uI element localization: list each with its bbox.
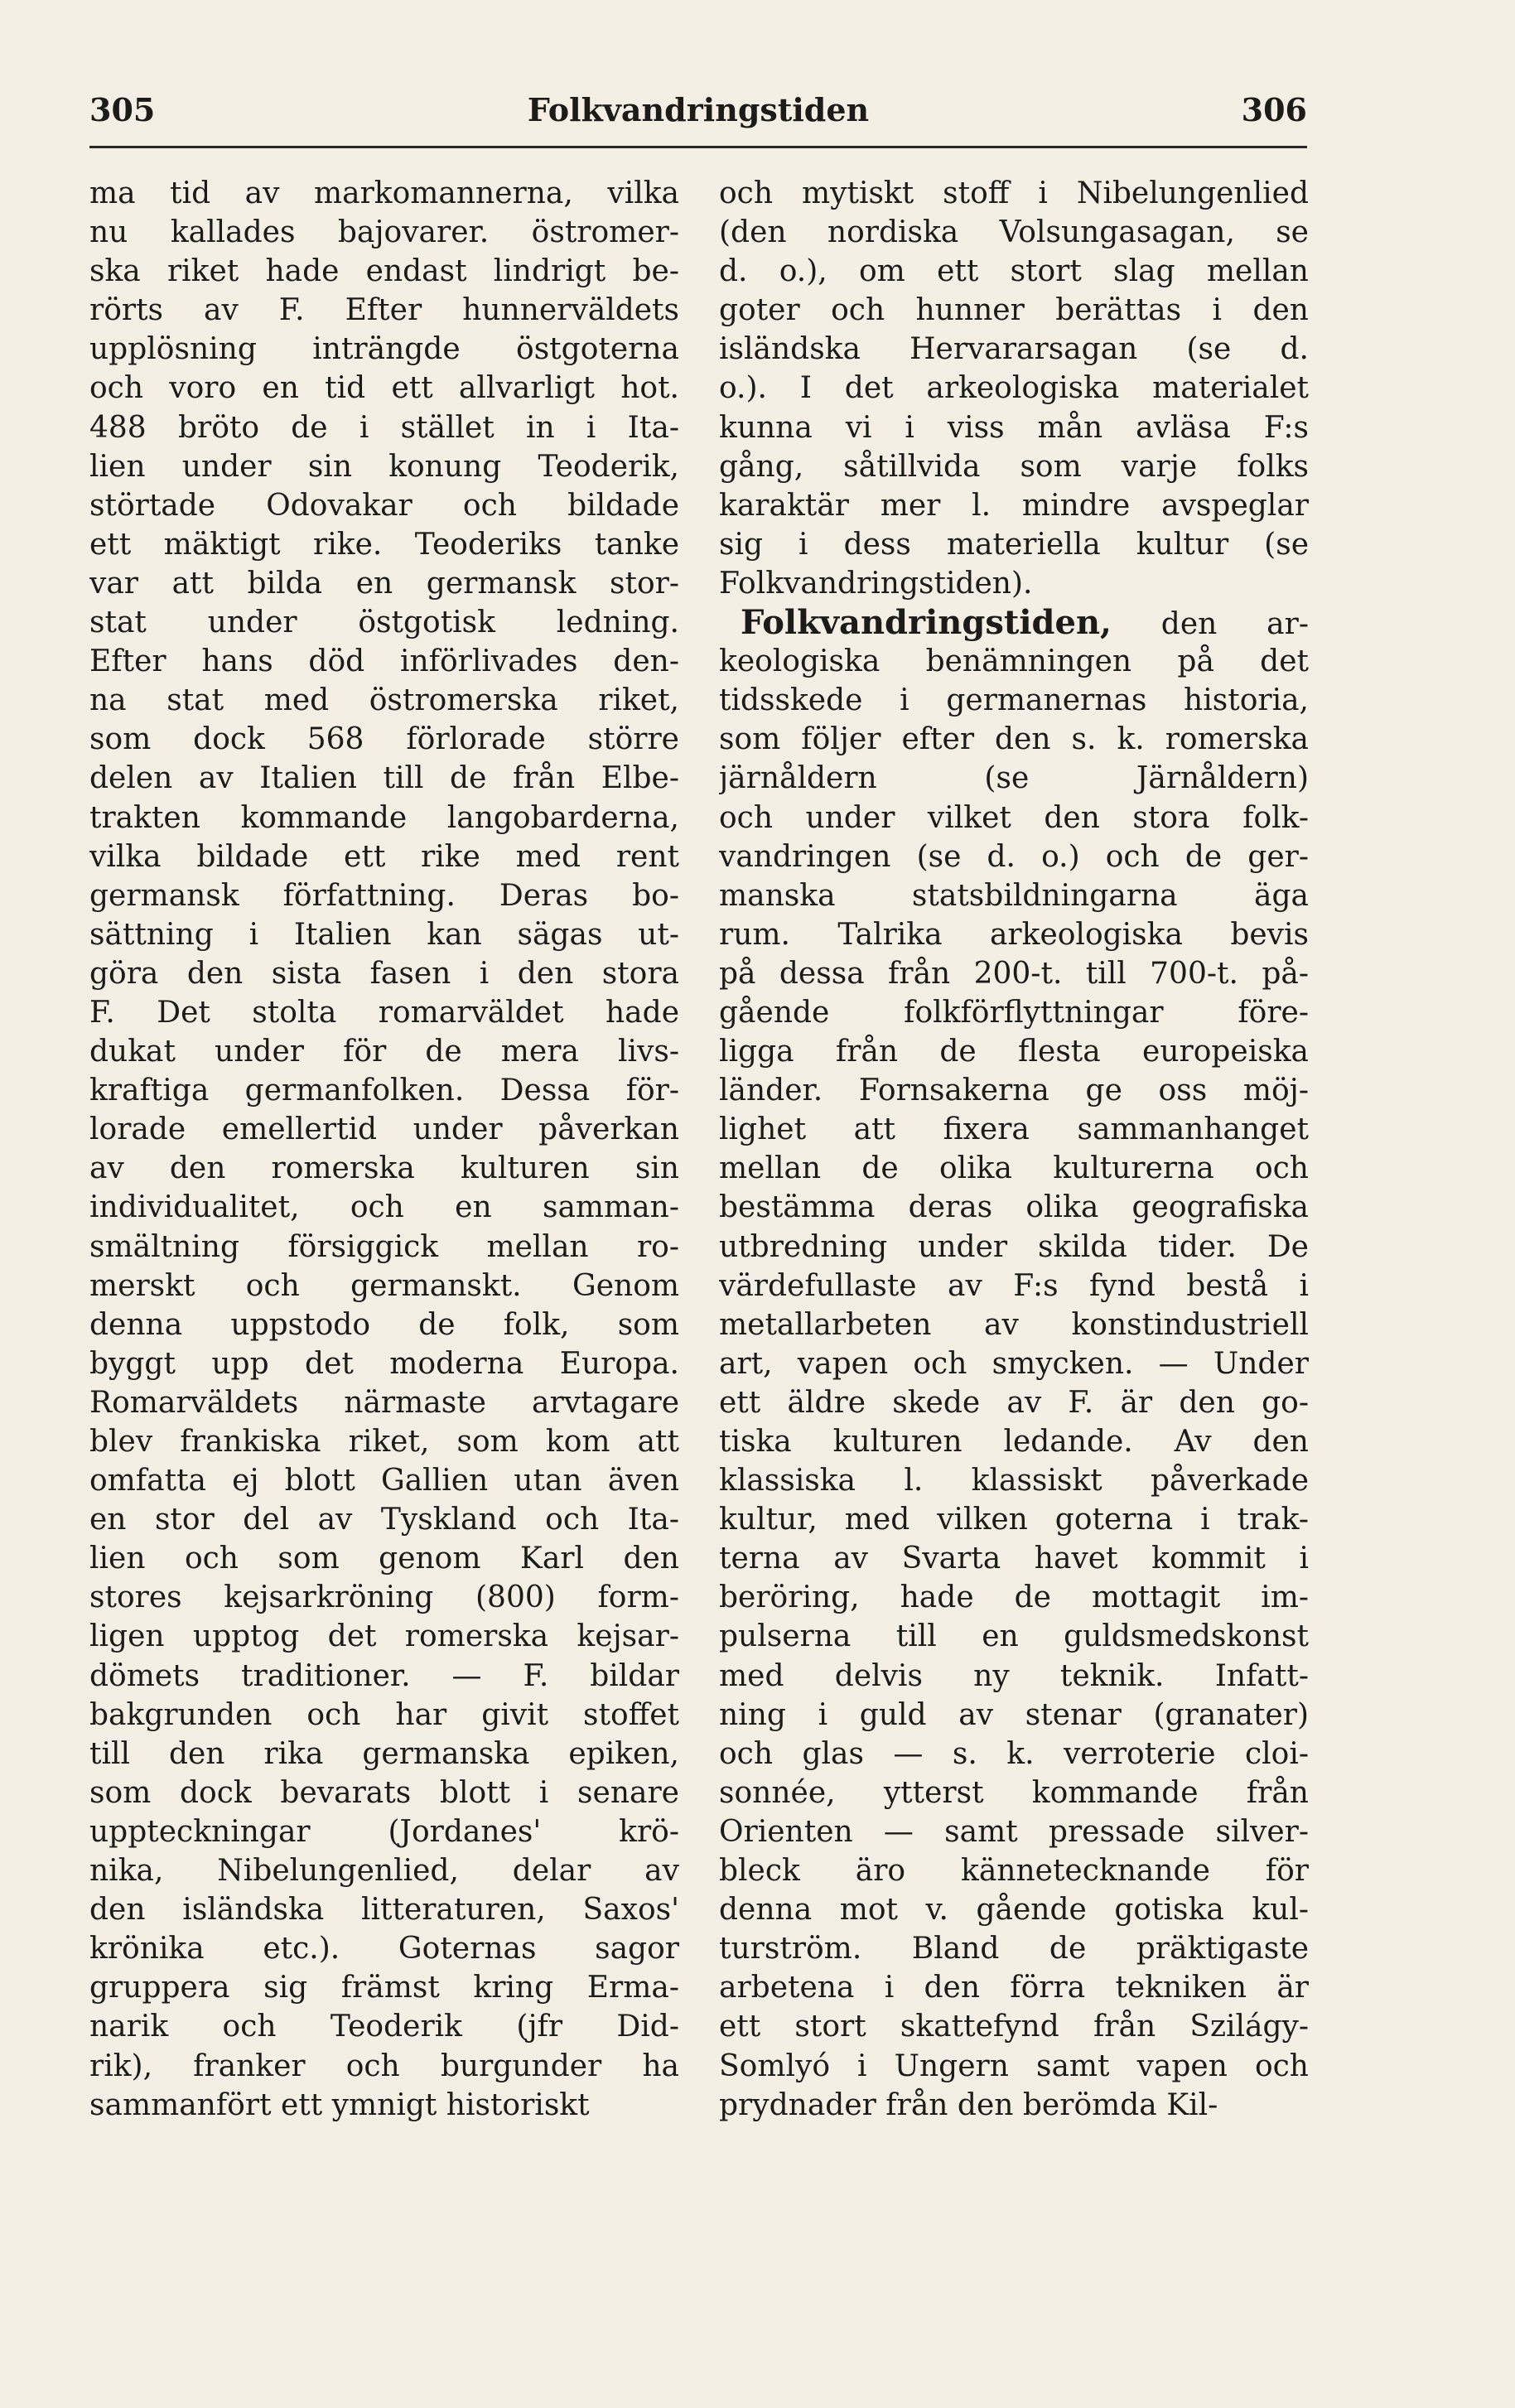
text-line: byggt upp det moderna Europa. bbox=[89, 1346, 679, 1381]
text-line: germansk författning. Deras bo- bbox=[89, 878, 679, 913]
text-line: isländska Hervararsagan (se d. bbox=[719, 332, 1309, 367]
text-line: och glas — s. k. verroterie cloi- bbox=[719, 1736, 1309, 1771]
text-line: denna mot v. gående gotiska kul- bbox=[719, 1893, 1309, 1928]
text-line: ning i guld av stenar (granater) bbox=[719, 1697, 1309, 1732]
text-line: som dock bevarats blott i senare bbox=[89, 1775, 679, 1810]
text-line: bestämma deras olika geografiska bbox=[719, 1190, 1309, 1225]
text-line: beröring, hade de mottagit im- bbox=[719, 1580, 1309, 1615]
text-line: ett äldre skede av F. är den go- bbox=[719, 1385, 1309, 1420]
text-line: järnåldern (se Järnåldern) bbox=[719, 761, 1309, 796]
text-line: klassiska l. klassiskt påverkade bbox=[719, 1464, 1309, 1498]
text-line: ligen upptog det romerska kejsar- bbox=[89, 1619, 679, 1654]
text-line: och under vilket den stora folk- bbox=[719, 800, 1309, 835]
text-line: som dock 568 förlorade större bbox=[89, 722, 679, 757]
text-line: keologiska benämningen på det bbox=[719, 644, 1309, 679]
text-line: art, vapen och smycken. — Under bbox=[719, 1346, 1309, 1381]
page-number-right: 306 bbox=[1241, 91, 1307, 128]
text-line: prydnader från den berömda Kil- bbox=[719, 2087, 1218, 2122]
text-line: (den nordiska Volsungasagan, se bbox=[719, 215, 1309, 250]
text-line: Orienten — samt pressade silver- bbox=[719, 1814, 1309, 1849]
text-line: nu kallades bajovarer. östromer- bbox=[89, 215, 679, 250]
text-line: kunna vi i viss mån avläsa F:s bbox=[719, 410, 1309, 445]
text-line: var att bilda en germansk stor- bbox=[89, 566, 679, 601]
text-line: av den romerska kulturen sin bbox=[89, 1151, 679, 1186]
text-line: blev frankiska riket, som kom att bbox=[89, 1425, 679, 1459]
text-line: merskt och germanskt. Genom bbox=[89, 1268, 679, 1303]
text-line: Folkvandringstiden). bbox=[719, 566, 1033, 601]
text-line: karaktär mer l. mindre avspeglar bbox=[719, 488, 1309, 523]
text-line: länder. Fornsakerna ge oss möj- bbox=[719, 1074, 1309, 1108]
text-line: och mytiskt stoff i Nibelungenlied bbox=[719, 176, 1309, 210]
text-line: ett mäktigt rike. Teoderiks tanke bbox=[89, 527, 679, 562]
text-line: sonnée, ytterst kommande från bbox=[719, 1775, 1309, 1810]
text-line: rörts av F. Efter hunnerväldets bbox=[89, 293, 679, 328]
text-line: omfatta ej blott Gallien utan även bbox=[89, 1464, 679, 1498]
text-line: turström. Bland de präktigaste bbox=[719, 1932, 1309, 1966]
text-line: terna av Svarta havet kommit i bbox=[719, 1542, 1309, 1576]
text-line: bakgrunden och har givit stoffet bbox=[89, 1697, 679, 1732]
right-column bbox=[719, 174, 1309, 2125]
right-column-entry bbox=[719, 642, 1309, 2125]
text-line: Romarväldets närmaste arvtagare bbox=[89, 1385, 679, 1420]
page-number-left: 305 bbox=[89, 91, 156, 128]
entry-headword: Folkvandringstiden, bbox=[741, 603, 1112, 643]
running-header bbox=[89, 84, 1307, 142]
text-line: trakten kommande langobarderna, bbox=[89, 800, 679, 835]
right-column-continuation bbox=[719, 174, 1309, 603]
text-line: kultur, med vilken goterna i trak- bbox=[719, 1503, 1309, 1537]
text-line: ma tid av markomannerna, vilka bbox=[89, 176, 679, 210]
text-line: vandringen (se d. o.) och de ger- bbox=[719, 839, 1309, 874]
text-line: utbredning under skilda tider. De bbox=[719, 1229, 1309, 1264]
text-line: lien och som genom Karl den bbox=[89, 1542, 679, 1576]
text-line: manska statsbildningarna äga bbox=[719, 878, 1309, 913]
text-line: Somlyó i Ungern samt vapen och bbox=[719, 2048, 1309, 2083]
running-title: Folkvandringstiden bbox=[527, 91, 870, 128]
text-line: lien under sin konung Teoderik, bbox=[89, 449, 679, 484]
text-line: stat under östgotisk ledning. bbox=[89, 606, 679, 640]
text-line: dömets traditioner. — F. bildar bbox=[89, 1658, 679, 1693]
text-line: som följer efter den s. k. romerska bbox=[719, 722, 1309, 757]
text-line: rum. Talrika arkeologiska bevis bbox=[719, 917, 1309, 952]
header-rule bbox=[89, 146, 1307, 148]
text-line: metallarbeten av konstindustriell bbox=[719, 1307, 1309, 1342]
text-line: göra den sista fasen i den stora bbox=[89, 956, 679, 991]
text-line: sammanfört ett ymnigt historiskt bbox=[89, 2087, 590, 2122]
text-line: gående folkförflyttningar före- bbox=[719, 995, 1309, 1030]
text-line: individualitet, och en samman- bbox=[89, 1190, 679, 1225]
left-column bbox=[89, 174, 679, 2125]
text-line: kraftiga germanfolken. Dessa för- bbox=[89, 1074, 679, 1108]
text-line: na stat med östromerska riket, bbox=[89, 683, 679, 718]
text-line: gång, såtillvida som varje folks bbox=[719, 449, 1309, 484]
text-line: tiska kulturen ledande. Av den bbox=[719, 1425, 1309, 1459]
text-line: den isländska litteraturen, Saxos' bbox=[89, 1893, 679, 1928]
text-line: krönika etc.). Goternas sagor bbox=[89, 1932, 679, 1966]
text-line: sig i dess materiella kultur (se bbox=[719, 527, 1309, 562]
text-line: arbetena i den förra tekniken är bbox=[719, 1971, 1309, 2005]
text-line: denna uppstodo de folk, som bbox=[89, 1307, 679, 1342]
text-line: delen av Italien till de från Elbe- bbox=[89, 761, 679, 796]
text-line: uppteckningar (Jordanes' krö- bbox=[89, 1814, 679, 1849]
text-line: bleck äro kännetecknande för bbox=[719, 1854, 1309, 1889]
text-line: värdefullaste av F:s fynd bestå i bbox=[719, 1268, 1309, 1303]
text-line: F. Det stolta romarväldet hade bbox=[89, 995, 679, 1030]
text-line: 488 bröto de i stället in i Ita- bbox=[89, 410, 679, 445]
text-line: ligga från de flesta europeiska bbox=[719, 1035, 1309, 1069]
text-line: goter och hunner berättas i den bbox=[719, 293, 1309, 328]
text-line: nika, Nibelungenlied, delar av bbox=[89, 1854, 679, 1889]
text-line: till den rika germanska epiken, bbox=[89, 1736, 679, 1771]
text-line: lorade emellertid under påverkan bbox=[89, 1112, 679, 1147]
text-line: på dessa från 200-t. till 700-t. på- bbox=[719, 956, 1309, 991]
text-line: mellan de olika kulturerna och bbox=[719, 1151, 1309, 1186]
text-line: med delvis ny teknik. Infatt- bbox=[719, 1658, 1309, 1693]
text-line: pulserna till en guldsmedskonst bbox=[719, 1619, 1309, 1654]
text-line: och voro en tid ett allvarligt hot. bbox=[89, 371, 679, 406]
text-line: en stor del av Tyskland och Ita- bbox=[89, 1503, 679, 1537]
text-line: gruppera sig främst kring Erma- bbox=[89, 1971, 679, 2005]
text-line: narik och Teoderik (jfr Did- bbox=[89, 2010, 679, 2044]
text-line: störtade Odovakar och bildade bbox=[89, 488, 679, 523]
text-line: vilka bildade ett rike med rent bbox=[89, 839, 679, 874]
text-line: smältning försiggick mellan ro- bbox=[89, 1229, 679, 1264]
text-line: rik), franker och burgunder ha bbox=[89, 2048, 679, 2083]
text-line: tidsskede i germanernas historia, bbox=[719, 683, 1309, 718]
text-line: Efter hans död införlivades den- bbox=[89, 644, 679, 679]
text-line: o.). I det arkeologiska materialet bbox=[719, 371, 1309, 406]
text-line: dukat under för de mera livs- bbox=[89, 1035, 679, 1069]
text-line: ett stort skattefynd från Szilágy- bbox=[719, 2010, 1309, 2044]
text-line: upplösning inträngde östgoterna bbox=[89, 332, 679, 367]
text-line: lighet att fixera sammanhanget bbox=[719, 1112, 1309, 1147]
text-line: stores kejsarkröning (800) form- bbox=[89, 1580, 679, 1615]
entry-first-line bbox=[719, 603, 1309, 642]
text-line: d. o.), om ett stort slag mellan bbox=[719, 254, 1309, 289]
text-line: sättning i Italien kan sägas ut- bbox=[89, 917, 679, 952]
text-line: ska riket hade endast lindrigt be- bbox=[89, 254, 679, 289]
entry-first-line-rest: den ar- bbox=[1160, 607, 1309, 642]
